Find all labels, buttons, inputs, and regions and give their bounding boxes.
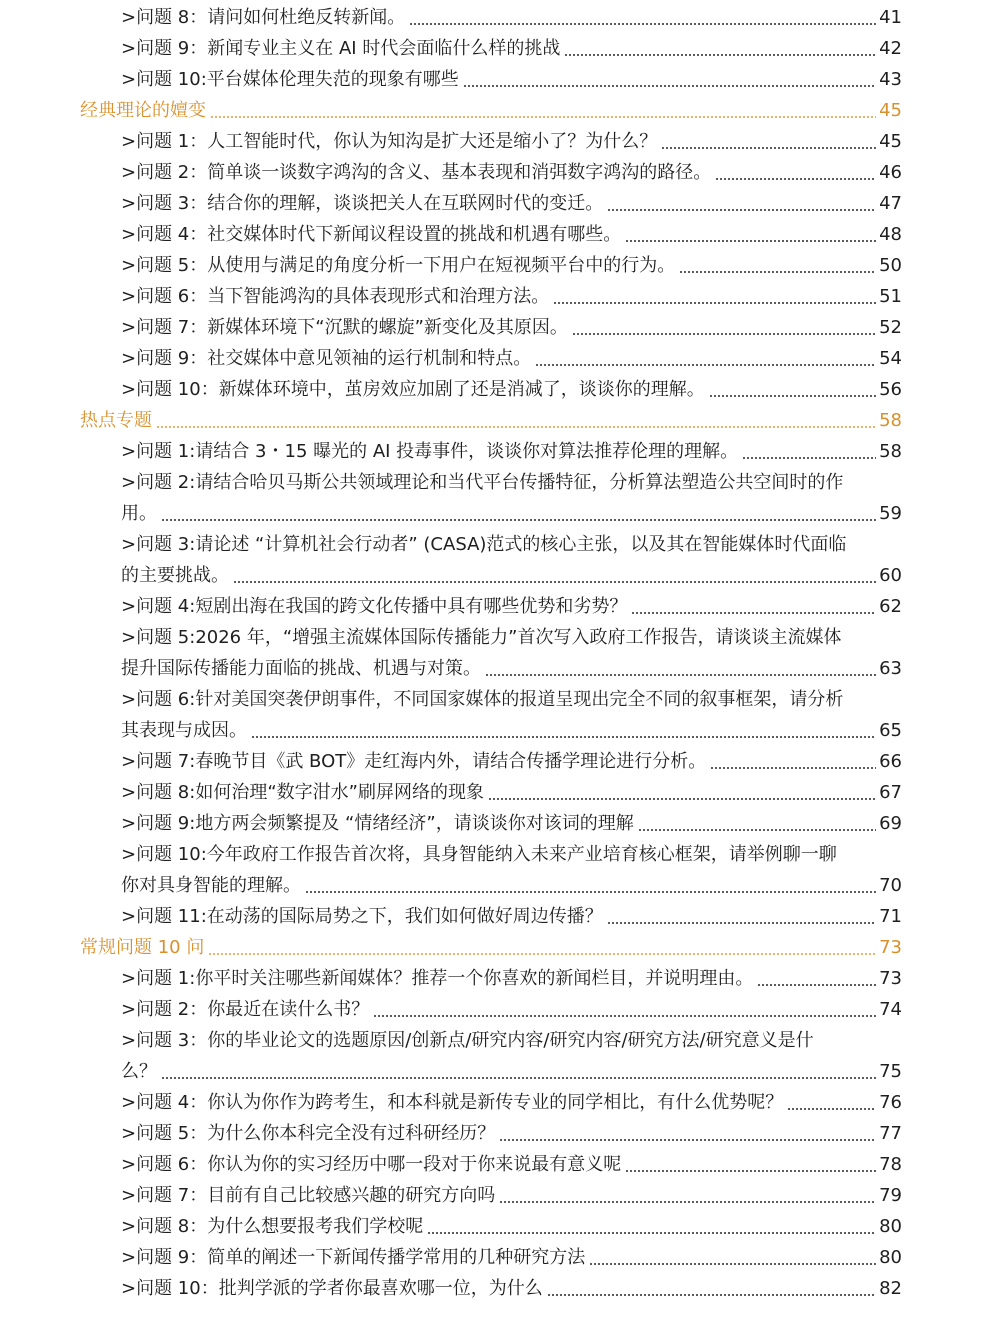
entry-title: >问题 10:今年政府工作报告首次将，具身智能纳入未来产业培育核心框架，请举例聊一聊 <box>121 844 837 865</box>
page-number: 51 <box>879 286 902 307</box>
page-number: 75 <box>879 1061 902 1082</box>
page-number: 77 <box>879 1123 902 1144</box>
entry-line <box>121 436 902 467</box>
toc-entry-continuation[interactable] <box>0 653 1003 684</box>
dot-leader <box>589 1263 876 1265</box>
entry-title: >问题 7：新媒体环境下“沉默的螺旋”新变化及其原因。 <box>121 317 568 338</box>
toc-entry-continuation[interactable] <box>0 870 1003 901</box>
dot-leader <box>607 209 876 211</box>
entry-line <box>121 1180 902 1211</box>
toc-entry[interactable] <box>0 1180 1003 1211</box>
page-number: 56 <box>879 379 902 400</box>
page-number: 67 <box>879 782 902 803</box>
section-line <box>80 405 902 436</box>
page-number: 76 <box>879 1092 902 1113</box>
toc-entry[interactable] <box>0 188 1003 219</box>
dot-leader <box>233 581 876 583</box>
entry-line <box>121 1149 902 1180</box>
entry-line <box>121 219 902 250</box>
toc-entry[interactable] <box>0 839 1003 870</box>
page-number: 73 <box>879 968 902 989</box>
entry-title: >问题 1:请结合 3・15 曝光的 AI 投毒事件，谈谈你对算法推荐伦理的理解。 <box>121 441 739 462</box>
toc-entry[interactable] <box>0 994 1003 1025</box>
entry-title: >问题 9:地方两会频繁提及 “情绪经济”，请谈谈你对该词的理解 <box>121 813 634 834</box>
entry-title: >问题 7:春晚节目《武 BOT》走红海内外，请结合传播学理论进行分析。 <box>121 751 707 772</box>
entry-title: >问题 3:请论述 “计算机社会行动者” (CASA)范式的核心主张，以及其在智能媒体时代面临 <box>121 534 847 555</box>
page-number: 58 <box>879 441 902 462</box>
dot-leader <box>625 240 876 242</box>
entry-title: >问题 3：结合你的理解，谈谈把关人在互联网时代的变迁。 <box>121 193 604 214</box>
entry-title: >问题 11:在动荡的国际局势之下，我们如何做好周边传播？ <box>121 906 603 927</box>
dot-leader <box>710 767 876 769</box>
entry-title: >问题 8：为什么想要报考我们学校呢 <box>121 1216 424 1237</box>
toc-entry[interactable] <box>0 591 1003 622</box>
entry-line <box>121 2 902 33</box>
entry-line <box>121 901 902 932</box>
entry-line <box>121 746 902 777</box>
dot-leader <box>463 85 876 87</box>
toc-entry[interactable] <box>0 312 1003 343</box>
page-number: 60 <box>879 565 902 586</box>
page-number: 65 <box>879 720 902 741</box>
dot-leader <box>631 612 876 614</box>
entry-title: >问题 10：新媒体环境中，茧房效应加剧了还是消减了，谈谈你的理解。 <box>121 379 705 400</box>
page-number: 45 <box>879 100 902 121</box>
page-number: 54 <box>879 348 902 369</box>
dot-leader <box>499 1201 876 1203</box>
toc-entry[interactable] <box>0 808 1003 839</box>
entry-title: >问题 8：请问如何杜绝反转新闻。 <box>121 7 406 28</box>
page-number: 59 <box>879 503 902 524</box>
entry-line <box>121 684 902 715</box>
section-line <box>80 932 902 963</box>
toc-entry[interactable] <box>0 250 1003 281</box>
toc-entry[interactable] <box>0 219 1003 250</box>
entry-title: >问题 10：批判学派的学者你最喜欢哪一位，为什么 <box>121 1278 543 1299</box>
entry-title: >问题 5：从使用与满足的角度分析一下用户在短视频平台中的行为。 <box>121 255 676 276</box>
toc-entry[interactable] <box>0 963 1003 994</box>
toc-entry[interactable] <box>0 1087 1003 1118</box>
dot-leader <box>625 1170 876 1172</box>
entry-title: 提升国际传播能力面临的挑战、机遇与对策。 <box>121 658 481 679</box>
entry-line <box>121 64 902 95</box>
entry-line <box>121 312 902 343</box>
dot-leader <box>485 674 876 676</box>
dot-leader <box>757 984 876 986</box>
toc-entry[interactable] <box>0 281 1003 312</box>
entry-line <box>121 33 902 64</box>
toc-entry[interactable] <box>0 1211 1003 1242</box>
entry-title: >问题 2：简单谈一谈数字鸿沟的含义、基本表现和消弭数字鸿沟的路径。 <box>121 162 712 183</box>
dot-leader <box>251 736 876 738</box>
entry-title: >问题 9：简单的阐述一下新闻传播学常用的几种研究方法 <box>121 1247 586 1268</box>
toc-entry[interactable] <box>0 64 1003 95</box>
dot-leader <box>572 333 876 335</box>
entry-line <box>121 467 902 498</box>
dot-leader <box>161 519 876 521</box>
entry-line <box>121 870 902 901</box>
entry-title: 的主要挑战。 <box>121 565 229 586</box>
toc-entry[interactable] <box>0 436 1003 467</box>
entry-line <box>121 808 902 839</box>
section-title: 热点专题 <box>80 410 152 431</box>
page-number: 48 <box>879 224 902 245</box>
toc-entry[interactable] <box>0 343 1003 374</box>
page-number: 80 <box>879 1247 902 1268</box>
page-number: 69 <box>879 813 902 834</box>
toc-entry[interactable] <box>0 1118 1003 1149</box>
toc-entry[interactable] <box>0 1242 1003 1273</box>
entry-line <box>121 1211 902 1242</box>
toc-entry[interactable] <box>0 684 1003 715</box>
entry-title: >问题 4:短剧出海在我国的跨文化传播中具有哪些优势和劣势？ <box>121 596 628 617</box>
entry-title: >问题 9：新闻专业主义在 AI 时代会面临什么样的挑战 <box>121 38 561 59</box>
entry-title: 你对具身智能的理解。 <box>121 875 301 896</box>
toc-entry[interactable] <box>0 1025 1003 1056</box>
entry-title: >问题 5:2026 年，“增强主流媒体国际传播能力”首次写入政府工作报告，请谈谈主流媒体 <box>121 627 842 648</box>
entry-line <box>121 498 902 529</box>
dot-leader <box>409 23 876 25</box>
dot-leader <box>715 178 876 180</box>
entry-line <box>121 622 902 653</box>
toc-entry[interactable] <box>0 467 1003 498</box>
toc-entry[interactable] <box>0 622 1003 653</box>
entry-line <box>121 1118 902 1149</box>
entry-title: >问题 1：人工智能时代，你认为知沟是扩大还是缩小了？为什么？ <box>121 131 658 152</box>
dot-leader <box>787 1108 876 1110</box>
entry-title: >问题 10:平台媒体伦理失范的现象有哪些 <box>121 69 459 90</box>
page-number: 62 <box>879 596 902 617</box>
page-number: 63 <box>879 658 902 679</box>
entry-line <box>121 188 902 219</box>
toc-entry[interactable] <box>0 1273 1003 1304</box>
entry-line <box>121 715 902 746</box>
section-heading[interactable] <box>0 932 1003 963</box>
dot-leader <box>305 891 876 893</box>
toc-entry-continuation[interactable] <box>0 1056 1003 1087</box>
dot-leader <box>553 302 876 304</box>
dot-leader <box>679 271 876 273</box>
entry-title: >问题 2：你最近在读什么书？ <box>121 999 370 1020</box>
entry-title: >问题 9：社交媒体中意见领袖的运行机制和特点。 <box>121 348 532 369</box>
entry-title: 其表现与成因。 <box>121 720 247 741</box>
dot-leader <box>161 1077 876 1079</box>
dot-leader <box>373 1015 876 1017</box>
entry-line <box>121 1242 902 1273</box>
page-number: 58 <box>879 410 902 431</box>
toc-entry[interactable] <box>0 157 1003 188</box>
page-number: 42 <box>879 38 902 59</box>
dot-leader <box>535 364 876 366</box>
page-number: 70 <box>879 875 902 896</box>
entry-title: >问题 6：当下智能鸿沟的具体表现形式和治理方法。 <box>121 286 550 307</box>
entry-line <box>121 653 902 684</box>
page-number: 79 <box>879 1185 902 1206</box>
entry-line <box>121 963 902 994</box>
entry-line <box>121 591 902 622</box>
section-title: 常规问题 10 问 <box>80 937 205 958</box>
toc-entry[interactable] <box>0 777 1003 808</box>
page-number: 41 <box>879 7 902 28</box>
page-number: 82 <box>879 1278 902 1299</box>
page-number: 46 <box>879 162 902 183</box>
toc-entry[interactable] <box>0 33 1003 64</box>
entry-line <box>121 1273 902 1304</box>
page-number: 52 <box>879 317 902 338</box>
dot-leader <box>564 54 876 56</box>
entry-line <box>121 1025 902 1056</box>
entry-line <box>121 126 902 157</box>
toc-entry[interactable] <box>0 1149 1003 1180</box>
dot-leader <box>661 147 876 149</box>
page-number: 66 <box>879 751 902 772</box>
entry-title: >问题 2:请结合哈贝马斯公共领域理论和当代平台传播特征，分析算法塑造公共空间时的作 <box>121 472 844 493</box>
page-number: 43 <box>879 69 902 90</box>
entry-line <box>121 157 902 188</box>
toc-entry[interactable] <box>0 2 1003 33</box>
entry-title: >问题 6：你认为你的实习经历中哪一段对于你来说最有意义呢 <box>121 1154 622 1175</box>
entry-title: >问题 6:针对美国突袭伊朗事件，不同国家媒体的报道呈现出完全不同的叙事框架，请分析 <box>121 689 844 710</box>
entry-title: 用。 <box>121 503 157 524</box>
dot-leader <box>709 395 876 397</box>
entry-line <box>121 250 902 281</box>
dot-leader <box>547 1294 876 1296</box>
dot-leader <box>607 922 876 924</box>
entry-line <box>121 529 902 560</box>
entry-title: >问题 5：为什么你本科完全没有过科研经历？ <box>121 1123 496 1144</box>
toc-entry-continuation[interactable] <box>0 560 1003 591</box>
dot-leader <box>488 798 876 800</box>
entry-title: >问题 8:如何治理“数字泔水”刷屏网络的现象 <box>121 782 484 803</box>
dot-leader <box>742 457 876 459</box>
section-line <box>80 95 902 126</box>
entry-line <box>121 281 902 312</box>
dot-leader <box>638 829 876 831</box>
entry-title: >问题 4：你认为你作为跨考生，和本科就是新传专业的同学相比，有什么优势呢？ <box>121 1092 784 1113</box>
entry-title: >问题 7：目前有自己比较感兴趣的研究方向吗 <box>121 1185 496 1206</box>
toc-entry[interactable] <box>0 529 1003 560</box>
toc-entry[interactable] <box>0 746 1003 777</box>
page-number: 74 <box>879 999 902 1020</box>
page-number: 73 <box>879 937 902 958</box>
toc-entry-continuation[interactable] <box>0 498 1003 529</box>
section-title: 经典理论的嬗变 <box>80 100 206 121</box>
toc-entry[interactable] <box>0 901 1003 932</box>
section-heading[interactable] <box>0 95 1003 126</box>
page-number: 47 <box>879 193 902 214</box>
entry-line <box>121 994 902 1025</box>
page-number: 80 <box>879 1216 902 1237</box>
dot-leader <box>156 426 876 428</box>
entry-line <box>121 839 902 870</box>
entry-line <box>121 777 902 808</box>
entry-line <box>121 374 902 405</box>
entry-line <box>121 1087 902 1118</box>
page-number: 50 <box>879 255 902 276</box>
dot-leader <box>427 1232 876 1234</box>
entry-title: 么？ <box>121 1061 157 1082</box>
section-heading[interactable] <box>0 405 1003 436</box>
toc-entry[interactable] <box>0 374 1003 405</box>
entry-title: >问题 3：你的毕业论文的选题原因/创新点/研究内容/研究内容/研究方法/研究意义是什 <box>121 1030 814 1051</box>
dot-leader <box>499 1139 876 1141</box>
entry-title: >问题 4：社交媒体时代下新闻议程设置的挑战和机遇有哪些。 <box>121 224 622 245</box>
entry-line <box>121 560 902 591</box>
dot-leader <box>210 116 876 118</box>
page-number: 45 <box>879 131 902 152</box>
page-number: 71 <box>879 906 902 927</box>
entry-line <box>121 343 902 374</box>
page-number: 78 <box>879 1154 902 1175</box>
toc-entry-continuation[interactable] <box>0 715 1003 746</box>
dot-leader <box>208 953 876 955</box>
toc-entry[interactable] <box>0 126 1003 157</box>
entry-title: >问题 1:你平时关注哪些新闻媒体？推荐一个你喜欢的新闻栏目，并说明理由。 <box>121 968 754 989</box>
entry-line <box>121 1056 902 1087</box>
